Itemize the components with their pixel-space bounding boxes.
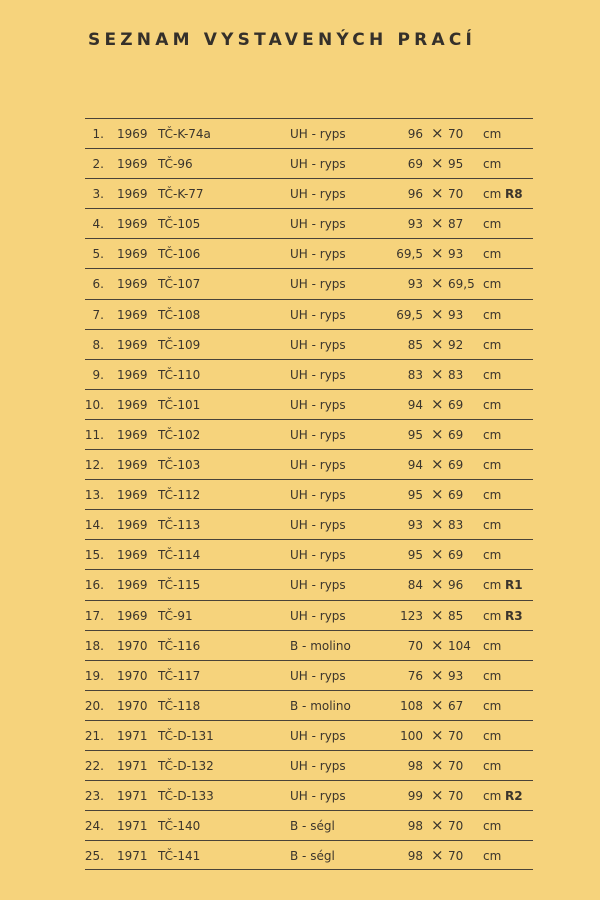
item-code: TČ-D-133	[158, 789, 214, 804]
item-unit: cm	[483, 789, 502, 804]
list-item	[85, 750, 533, 780]
item-code: TČ-109	[158, 337, 201, 352]
item-num: 17.	[84, 608, 104, 623]
list-item	[85, 268, 533, 298]
item-w: 95	[407, 427, 423, 442]
item-num: 20.	[84, 698, 104, 713]
item-unit: cm	[483, 307, 502, 322]
times-sign: ×	[431, 725, 444, 744]
item-w: 69	[407, 157, 423, 172]
item-unit: cm	[483, 548, 502, 563]
item-num: 16.	[84, 578, 104, 593]
item-unit: cm	[483, 608, 502, 623]
item-material: UH - ryps	[290, 668, 346, 683]
item-w: 93	[407, 277, 423, 292]
item-code: TČ-117	[158, 668, 201, 683]
item-code: TČ-107	[158, 277, 201, 292]
item-num: 13.	[84, 488, 104, 503]
item-code: TČ-K-74a	[158, 127, 211, 141]
item-material: UH - ryps	[290, 337, 346, 352]
item-code: TČ-116	[158, 638, 201, 653]
item-year: 1971	[117, 789, 148, 804]
times-sign: ×	[431, 124, 444, 142]
item-year: 1969	[117, 277, 148, 292]
item-material: UH - ryps	[290, 247, 346, 262]
item-num: 24.	[84, 819, 104, 834]
item-w: 108	[400, 698, 423, 713]
item-w: 69,5	[396, 247, 423, 262]
item-num: 19.	[84, 668, 104, 683]
item-note: R1	[505, 578, 523, 593]
item-material: UH - ryps	[290, 427, 346, 442]
item-w: 98	[407, 819, 423, 834]
item-unit: cm	[483, 458, 502, 473]
item-year: 1971	[117, 819, 148, 834]
item-unit: cm	[483, 578, 502, 593]
times-sign: ×	[431, 816, 444, 835]
item-material: UH - ryps	[290, 277, 346, 292]
item-code: TČ-110	[158, 367, 201, 382]
item-num: 22.	[84, 758, 104, 773]
item-h: 93	[448, 247, 464, 262]
item-num: 25.	[84, 849, 104, 864]
item-h: 70	[448, 849, 464, 864]
item-w: 93	[407, 217, 423, 232]
item-code: TČ-103	[158, 458, 201, 473]
times-sign: ×	[431, 485, 444, 504]
item-year: 1971	[117, 849, 148, 864]
item-unit: cm	[483, 337, 502, 352]
times-sign: ×	[431, 394, 444, 413]
item-code: TČ-91	[158, 608, 193, 623]
item-year: 1971	[117, 758, 148, 773]
item-material: UH - ryps	[290, 789, 346, 804]
item-unit: cm	[483, 217, 502, 232]
item-w: 95	[407, 548, 423, 563]
item-year: 1969	[117, 307, 148, 322]
item-code: TČ-141	[158, 849, 201, 864]
item-note: R2	[505, 789, 523, 804]
item-unit: cm	[483, 849, 502, 864]
times-sign: ×	[431, 244, 444, 263]
item-code: TČ-96	[158, 157, 193, 172]
item-h: 93	[448, 668, 464, 683]
item-w: 100	[400, 728, 423, 743]
item-num: 23.	[84, 789, 104, 804]
item-unit: cm	[483, 397, 502, 412]
item-h: 83	[448, 518, 464, 533]
item-unit: cm	[483, 157, 502, 172]
item-year: 1969	[117, 367, 148, 382]
times-sign: ×	[431, 695, 444, 714]
item-code: TČ-112	[158, 488, 201, 503]
item-h: 69	[448, 397, 464, 412]
item-h: 83	[448, 367, 464, 382]
times-sign: ×	[431, 214, 444, 233]
item-note: R3	[505, 608, 523, 623]
item-code: TČ-140	[158, 819, 201, 834]
item-w: 95	[407, 488, 423, 503]
item-code: TČ-108	[158, 307, 201, 322]
item-code: TČ-K-77	[158, 187, 204, 202]
item-num: 1.	[92, 127, 104, 141]
list-item	[85, 720, 533, 750]
item-material: UH - ryps	[290, 548, 346, 563]
item-material: B - molino	[290, 698, 351, 713]
item-w: 99	[407, 789, 423, 804]
list-item	[85, 660, 533, 690]
item-material: UH - ryps	[290, 217, 346, 232]
item-unit: cm	[483, 367, 502, 382]
times-sign: ×	[431, 364, 444, 383]
times-sign: ×	[431, 154, 444, 173]
item-num: 18.	[84, 638, 104, 653]
item-unit: cm	[483, 728, 502, 743]
item-num: 3.	[92, 187, 104, 202]
item-material: B - ségl	[290, 819, 335, 834]
item-code: TČ-D-131	[158, 728, 214, 743]
item-code: TČ-106	[158, 247, 201, 262]
times-sign: ×	[431, 786, 444, 805]
item-h: 69,5	[448, 277, 475, 292]
item-h: 85	[448, 608, 464, 623]
item-h: 69	[448, 548, 464, 563]
item-w: 93	[407, 518, 423, 533]
item-num: 10.	[84, 397, 104, 412]
item-h: 69	[448, 458, 464, 473]
item-year: 1969	[117, 578, 148, 593]
list-item	[85, 479, 533, 509]
item-code: TČ-102	[158, 427, 201, 442]
item-w: 98	[407, 758, 423, 773]
item-year: 1969	[117, 157, 148, 172]
item-w: 84	[407, 578, 423, 593]
works-list	[85, 118, 533, 870]
item-num: 4.	[92, 217, 104, 232]
item-num: 8.	[92, 337, 104, 352]
times-sign: ×	[431, 755, 444, 774]
list-item	[85, 148, 533, 178]
item-num: 6.	[92, 277, 104, 292]
list-item	[85, 810, 533, 840]
item-num: 11.	[84, 427, 104, 442]
list-item	[85, 449, 533, 479]
item-num: 21.	[84, 728, 104, 743]
item-material: UH - ryps	[290, 367, 346, 382]
times-sign: ×	[431, 575, 444, 594]
item-num: 12.	[84, 458, 104, 473]
item-h: 67	[448, 698, 464, 713]
item-unit: cm	[483, 518, 502, 533]
item-unit: cm	[483, 758, 502, 773]
times-sign: ×	[431, 605, 444, 624]
item-h: 69	[448, 427, 464, 442]
item-num: 14.	[84, 518, 104, 533]
item-h: 70	[448, 758, 464, 773]
list-item	[85, 569, 533, 599]
item-code: TČ-D-132	[158, 758, 214, 773]
item-year: 1970	[117, 638, 148, 653]
item-material: UH - ryps	[290, 187, 346, 202]
item-unit: cm	[483, 247, 502, 262]
item-year: 1969	[117, 427, 148, 442]
item-code: TČ-113	[158, 518, 201, 533]
list-item	[85, 690, 533, 720]
item-h: 70	[448, 127, 464, 141]
item-year: 1971	[117, 728, 148, 743]
item-w: 76	[407, 668, 423, 683]
item-h: 87	[448, 217, 464, 232]
times-sign: ×	[431, 334, 444, 353]
list-item	[85, 299, 533, 329]
item-material: UH - ryps	[290, 157, 346, 172]
item-unit: cm	[483, 127, 502, 141]
item-w: 96	[407, 187, 423, 202]
item-num: 15.	[84, 548, 104, 563]
item-year: 1969	[117, 127, 148, 141]
item-code: TČ-114	[158, 548, 201, 563]
list-item	[85, 238, 533, 268]
item-unit: cm	[483, 277, 502, 292]
item-year: 1969	[117, 397, 148, 412]
item-unit: cm	[483, 488, 502, 503]
item-year: 1969	[117, 247, 148, 262]
item-w: 94	[407, 397, 423, 412]
item-code: TČ-101	[158, 397, 201, 412]
item-w: 98	[407, 849, 423, 864]
item-code: TČ-118	[158, 698, 201, 713]
list-item	[85, 780, 533, 810]
times-sign: ×	[431, 635, 444, 654]
item-h: 70	[448, 789, 464, 804]
item-h: 96	[448, 578, 464, 593]
item-h: 70	[448, 187, 464, 202]
item-unit: cm	[483, 638, 502, 653]
item-unit: cm	[483, 819, 502, 834]
list-item	[85, 539, 533, 569]
item-year: 1970	[117, 698, 148, 713]
item-w: 70	[407, 638, 423, 653]
times-sign: ×	[431, 515, 444, 534]
item-w: 83	[407, 367, 423, 382]
page-title: SEZNAM VYSTAVENÝCH PRACÍ	[88, 30, 477, 50]
item-h: 70	[448, 728, 464, 743]
item-year: 1969	[117, 488, 148, 503]
item-material: UH - ryps	[290, 458, 346, 473]
item-w: 96	[407, 127, 423, 141]
item-material: UH - ryps	[290, 728, 346, 743]
item-year: 1969	[117, 187, 148, 202]
list-item	[85, 419, 533, 449]
item-material: UH - ryps	[290, 608, 346, 623]
item-year: 1970	[117, 668, 148, 683]
item-h: 70	[448, 819, 464, 834]
item-w: 69,5	[396, 307, 423, 322]
item-material: B - molino	[290, 638, 351, 653]
item-material: UH - ryps	[290, 518, 346, 533]
item-h: 92	[448, 337, 464, 352]
item-num: 2.	[92, 157, 104, 172]
times-sign: ×	[431, 846, 444, 865]
item-h: 93	[448, 307, 464, 322]
item-h: 104	[448, 638, 471, 653]
times-sign: ×	[431, 545, 444, 564]
item-code: TČ-105	[158, 217, 201, 232]
item-unit: cm	[483, 698, 502, 713]
item-material: UH - ryps	[290, 127, 346, 141]
item-material: UH - ryps	[290, 307, 346, 322]
item-h: 95	[448, 157, 464, 172]
times-sign: ×	[431, 424, 444, 443]
list-item	[85, 178, 533, 208]
item-code: TČ-115	[158, 578, 201, 593]
list-item	[85, 359, 533, 389]
item-material: B - ségl	[290, 849, 335, 864]
list-item	[85, 329, 533, 359]
times-sign: ×	[431, 184, 444, 203]
item-year: 1969	[117, 217, 148, 232]
item-year: 1969	[117, 608, 148, 623]
item-w: 123	[400, 608, 423, 623]
item-unit: cm	[483, 668, 502, 683]
item-num: 9.	[92, 367, 104, 382]
item-h: 69	[448, 488, 464, 503]
times-sign: ×	[431, 455, 444, 474]
item-material: UH - ryps	[290, 578, 346, 593]
item-num: 7.	[92, 307, 104, 322]
item-year: 1969	[117, 518, 148, 533]
times-sign: ×	[431, 665, 444, 684]
item-w: 94	[407, 458, 423, 473]
item-material: UH - ryps	[290, 758, 346, 773]
item-w: 85	[407, 337, 423, 352]
list-item	[85, 840, 533, 870]
list-item	[85, 509, 533, 539]
list-item	[85, 118, 533, 148]
list-item	[85, 208, 533, 238]
times-sign: ×	[431, 304, 444, 323]
list-item	[85, 630, 533, 660]
item-num: 5.	[92, 247, 104, 262]
item-unit: cm	[483, 427, 502, 442]
list-item	[85, 600, 533, 630]
item-material: UH - ryps	[290, 397, 346, 412]
list-item	[85, 389, 533, 419]
item-unit: cm	[483, 187, 502, 202]
item-year: 1969	[117, 458, 148, 473]
times-sign: ×	[431, 274, 444, 293]
item-material: UH - ryps	[290, 488, 346, 503]
item-year: 1969	[117, 337, 148, 352]
item-note: R8	[505, 187, 523, 202]
item-year: 1969	[117, 548, 148, 563]
